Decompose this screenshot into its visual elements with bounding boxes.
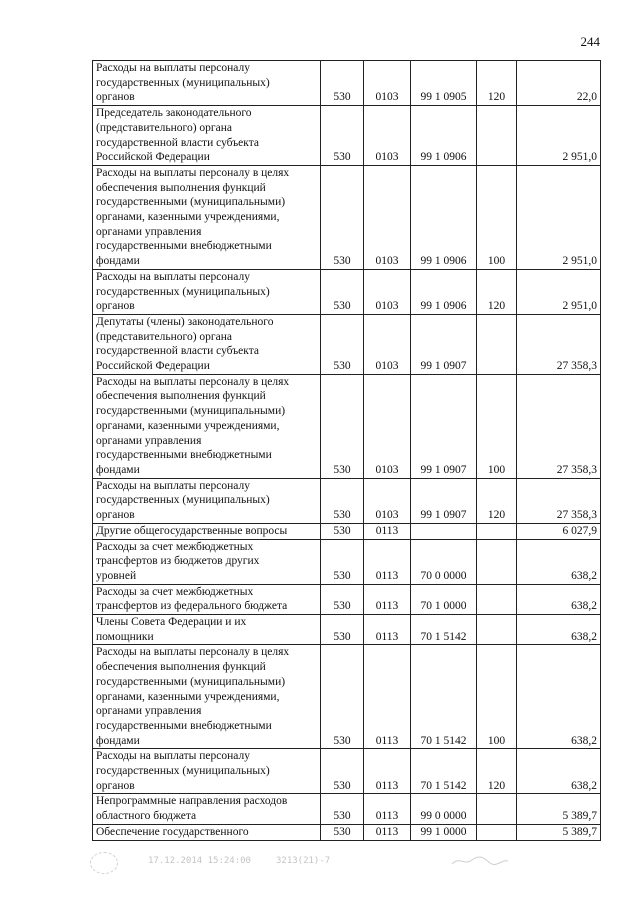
row-vr (477, 794, 517, 824)
row-rzpr: 0113 (364, 584, 411, 614)
row-name-line: Расходы на выплаты персоналу (96, 270, 250, 283)
row-ved: 530 (321, 478, 364, 523)
row-name-line: фондами (96, 463, 140, 476)
row-vr: 120 (477, 61, 517, 106)
row-name (93, 314, 321, 374)
row-csr: 70 1 5142 (411, 749, 477, 794)
row-name-line: трансфертов из федерального бюджета (96, 600, 288, 613)
row-name-line: фондами (96, 255, 140, 268)
row-name (93, 539, 321, 584)
row-name-line: Депутаты (члены) законодательного (96, 315, 274, 328)
row-name (93, 584, 321, 614)
row-sum: 2 951,0 (517, 106, 601, 166)
table-row (93, 749, 601, 794)
row-name-line: государственными (муниципальными) (96, 196, 286, 209)
row-vr (477, 523, 517, 539)
row-rzpr: 0113 (364, 645, 411, 749)
row-csr: 70 1 0000 (411, 584, 477, 614)
row-vr (477, 539, 517, 584)
table-row (93, 61, 601, 106)
row-sum: 638,2 (517, 749, 601, 794)
row-name (93, 165, 321, 269)
row-sum: 638,2 (517, 645, 601, 749)
row-sum: 27 358,3 (517, 478, 601, 523)
row-csr: 99 1 0907 (411, 374, 477, 478)
row-name-line: Расходы на выплаты персоналу (96, 750, 250, 763)
table-row (93, 478, 601, 523)
table-row (93, 314, 601, 374)
row-name-line: государственных (муниципальных) (96, 285, 270, 298)
row-name-line: (представительного) органа (96, 121, 232, 134)
row-vr: 100 (477, 645, 517, 749)
row-rzpr: 0113 (364, 824, 411, 840)
table-row (93, 615, 601, 645)
row-name (93, 374, 321, 478)
row-rzpr: 0103 (364, 478, 411, 523)
row-name-line: государственными внебюджетными (96, 240, 272, 253)
row-rzpr: 0103 (364, 374, 411, 478)
row-name-line: Расходы на выплаты персоналу в целях (96, 166, 290, 179)
row-name-line: помощники (96, 630, 154, 643)
row-name-line: органов (96, 509, 135, 522)
row-ved: 530 (321, 269, 364, 314)
signature-mark (450, 854, 510, 868)
table-row (93, 584, 601, 614)
row-name-line: государственными внебюджетными (96, 449, 272, 462)
row-vr (477, 584, 517, 614)
footer-timestamp: 17.12.2014 15:24:00 (148, 856, 251, 866)
row-csr: 70 0 0000 (411, 539, 477, 584)
row-sum: 5 389,7 (517, 824, 601, 840)
row-name-line: государственных (муниципальных) (96, 494, 270, 507)
row-ved: 530 (321, 645, 364, 749)
row-name-line: Председатель законодательного (96, 107, 252, 120)
page-number: 244 (580, 34, 600, 49)
row-name-line: органов (96, 300, 135, 313)
row-name-line: государственными (муниципальными) (96, 405, 286, 418)
row-name (93, 61, 321, 106)
row-vr: 120 (477, 269, 517, 314)
row-name-line: обеспечения выполнения функций (96, 661, 266, 674)
row-rzpr: 0113 (364, 794, 411, 824)
row-sum: 22,0 (517, 61, 601, 106)
row-csr: 99 1 0906 (411, 106, 477, 166)
table-row (93, 645, 601, 749)
row-name-line: уровней (96, 569, 137, 582)
row-sum: 2 951,0 (517, 269, 601, 314)
row-ved: 530 (321, 749, 364, 794)
row-ved: 530 (321, 539, 364, 584)
row-sum: 2 951,0 (517, 165, 601, 269)
row-rzpr: 0113 (364, 523, 411, 539)
row-ved: 530 (321, 584, 364, 614)
row-name-line: органами управления (96, 705, 202, 718)
row-vr (477, 314, 517, 374)
row-name-line: органов (96, 91, 135, 104)
row-name-line: органами управления (96, 225, 202, 238)
row-name-line: органами, казенными учреждениями, (96, 211, 280, 224)
row-name-line: органами управления (96, 434, 202, 447)
row-rzpr: 0113 (364, 615, 411, 645)
row-vr: 120 (477, 749, 517, 794)
row-name-line: обеспечения выполнения функций (96, 181, 266, 194)
row-name-line: органами, казенными учреждениями, (96, 419, 280, 432)
row-ved: 530 (321, 523, 364, 539)
row-sum: 27 358,3 (517, 314, 601, 374)
row-vr (477, 106, 517, 166)
scan-footer (90, 852, 570, 872)
row-rzpr: 0103 (364, 106, 411, 166)
table-row (93, 523, 601, 539)
row-csr: 99 1 0907 (411, 314, 477, 374)
row-name-line: Расходы за счет межбюджетных (96, 585, 254, 598)
table-row (93, 539, 601, 584)
table-row (93, 794, 601, 824)
row-name-line: областного бюджета (96, 810, 197, 823)
row-name-line: органами, казенными учреждениями, (96, 690, 280, 703)
row-sum: 5 389,7 (517, 794, 601, 824)
row-ved: 530 (321, 794, 364, 824)
row-name (93, 794, 321, 824)
row-name-line: органов (96, 779, 135, 792)
row-name (93, 269, 321, 314)
row-ved: 530 (321, 374, 364, 478)
row-name (93, 478, 321, 523)
row-name (93, 824, 321, 840)
row-name-line: Расходы на выплаты персоналу (96, 479, 250, 492)
stamp-mark (90, 852, 118, 874)
row-name-line: Расходы на выплаты персоналу в целях (96, 375, 290, 388)
row-sum: 6 027,9 (517, 523, 601, 539)
row-name-line: Российской Федерации (96, 151, 210, 164)
row-sum: 638,2 (517, 584, 601, 614)
row-sum: 638,2 (517, 539, 601, 584)
row-name-line: государственных (муниципальных) (96, 765, 270, 778)
row-csr: 99 1 0906 (411, 269, 477, 314)
row-name-line: государственных (муниципальных) (96, 76, 270, 89)
row-name-line: (представительного) органа (96, 330, 232, 343)
row-sum: 27 358,3 (517, 374, 601, 478)
budget-table (92, 60, 601, 841)
row-vr (477, 824, 517, 840)
row-vr: 100 (477, 165, 517, 269)
row-ved: 530 (321, 106, 364, 166)
row-name-line: фондами (96, 734, 140, 747)
row-name (93, 106, 321, 166)
row-name-line: Другие общегосударственные вопросы (96, 524, 288, 537)
row-csr: 99 1 0907 (411, 478, 477, 523)
row-rzpr: 0113 (364, 749, 411, 794)
table-row (93, 165, 601, 269)
row-csr: 99 0 0000 (411, 794, 477, 824)
row-name-line: Обеспечение государственного (96, 825, 249, 838)
row-name-line: государственной власти субъекта (96, 136, 259, 149)
row-name-line: государственными внебюджетными (96, 719, 272, 732)
row-name (93, 615, 321, 645)
row-csr: 99 1 0905 (411, 61, 477, 106)
row-csr: 99 1 0906 (411, 165, 477, 269)
row-ved: 530 (321, 61, 364, 106)
row-name (93, 645, 321, 749)
row-rzpr: 0103 (364, 165, 411, 269)
table-row (93, 374, 601, 478)
row-name-line: трансфертов из бюджетов других (96, 555, 260, 568)
table-row (93, 269, 601, 314)
row-name (93, 523, 321, 539)
row-ved: 530 (321, 165, 364, 269)
footer-code: 3213(21)-7 (276, 856, 331, 866)
row-name-line: обеспечения выполнения функций (96, 390, 266, 403)
row-name-line: Расходы на выплаты персоналу в целях (96, 646, 290, 659)
row-sum: 638,2 (517, 615, 601, 645)
row-csr: 70 1 5142 (411, 615, 477, 645)
row-csr (411, 523, 477, 539)
row-ved: 530 (321, 615, 364, 645)
row-vr: 100 (477, 374, 517, 478)
row-name-line: Российской Федерации (96, 360, 210, 373)
row-rzpr: 0103 (364, 61, 411, 106)
row-name-line: Члены Совета Федерации и их (96, 616, 247, 629)
row-vr (477, 615, 517, 645)
row-name-line: Непрограммные направления расходов (96, 795, 288, 808)
row-rzpr: 0113 (364, 539, 411, 584)
row-csr: 99 1 0000 (411, 824, 477, 840)
row-name-line: Расходы за счет межбюджетных (96, 540, 254, 553)
row-csr: 70 1 5142 (411, 645, 477, 749)
table-row (93, 106, 601, 166)
row-name-line: государственными (муниципальными) (96, 675, 286, 688)
row-name-line: государственной власти субъекта (96, 345, 259, 358)
row-name-line: Расходы на выплаты персоналу (96, 62, 250, 74)
row-ved: 530 (321, 314, 364, 374)
row-name (93, 749, 321, 794)
row-rzpr: 0103 (364, 269, 411, 314)
row-ved: 530 (321, 824, 364, 840)
table-row (93, 824, 601, 840)
row-vr: 120 (477, 478, 517, 523)
row-rzpr: 0103 (364, 314, 411, 374)
